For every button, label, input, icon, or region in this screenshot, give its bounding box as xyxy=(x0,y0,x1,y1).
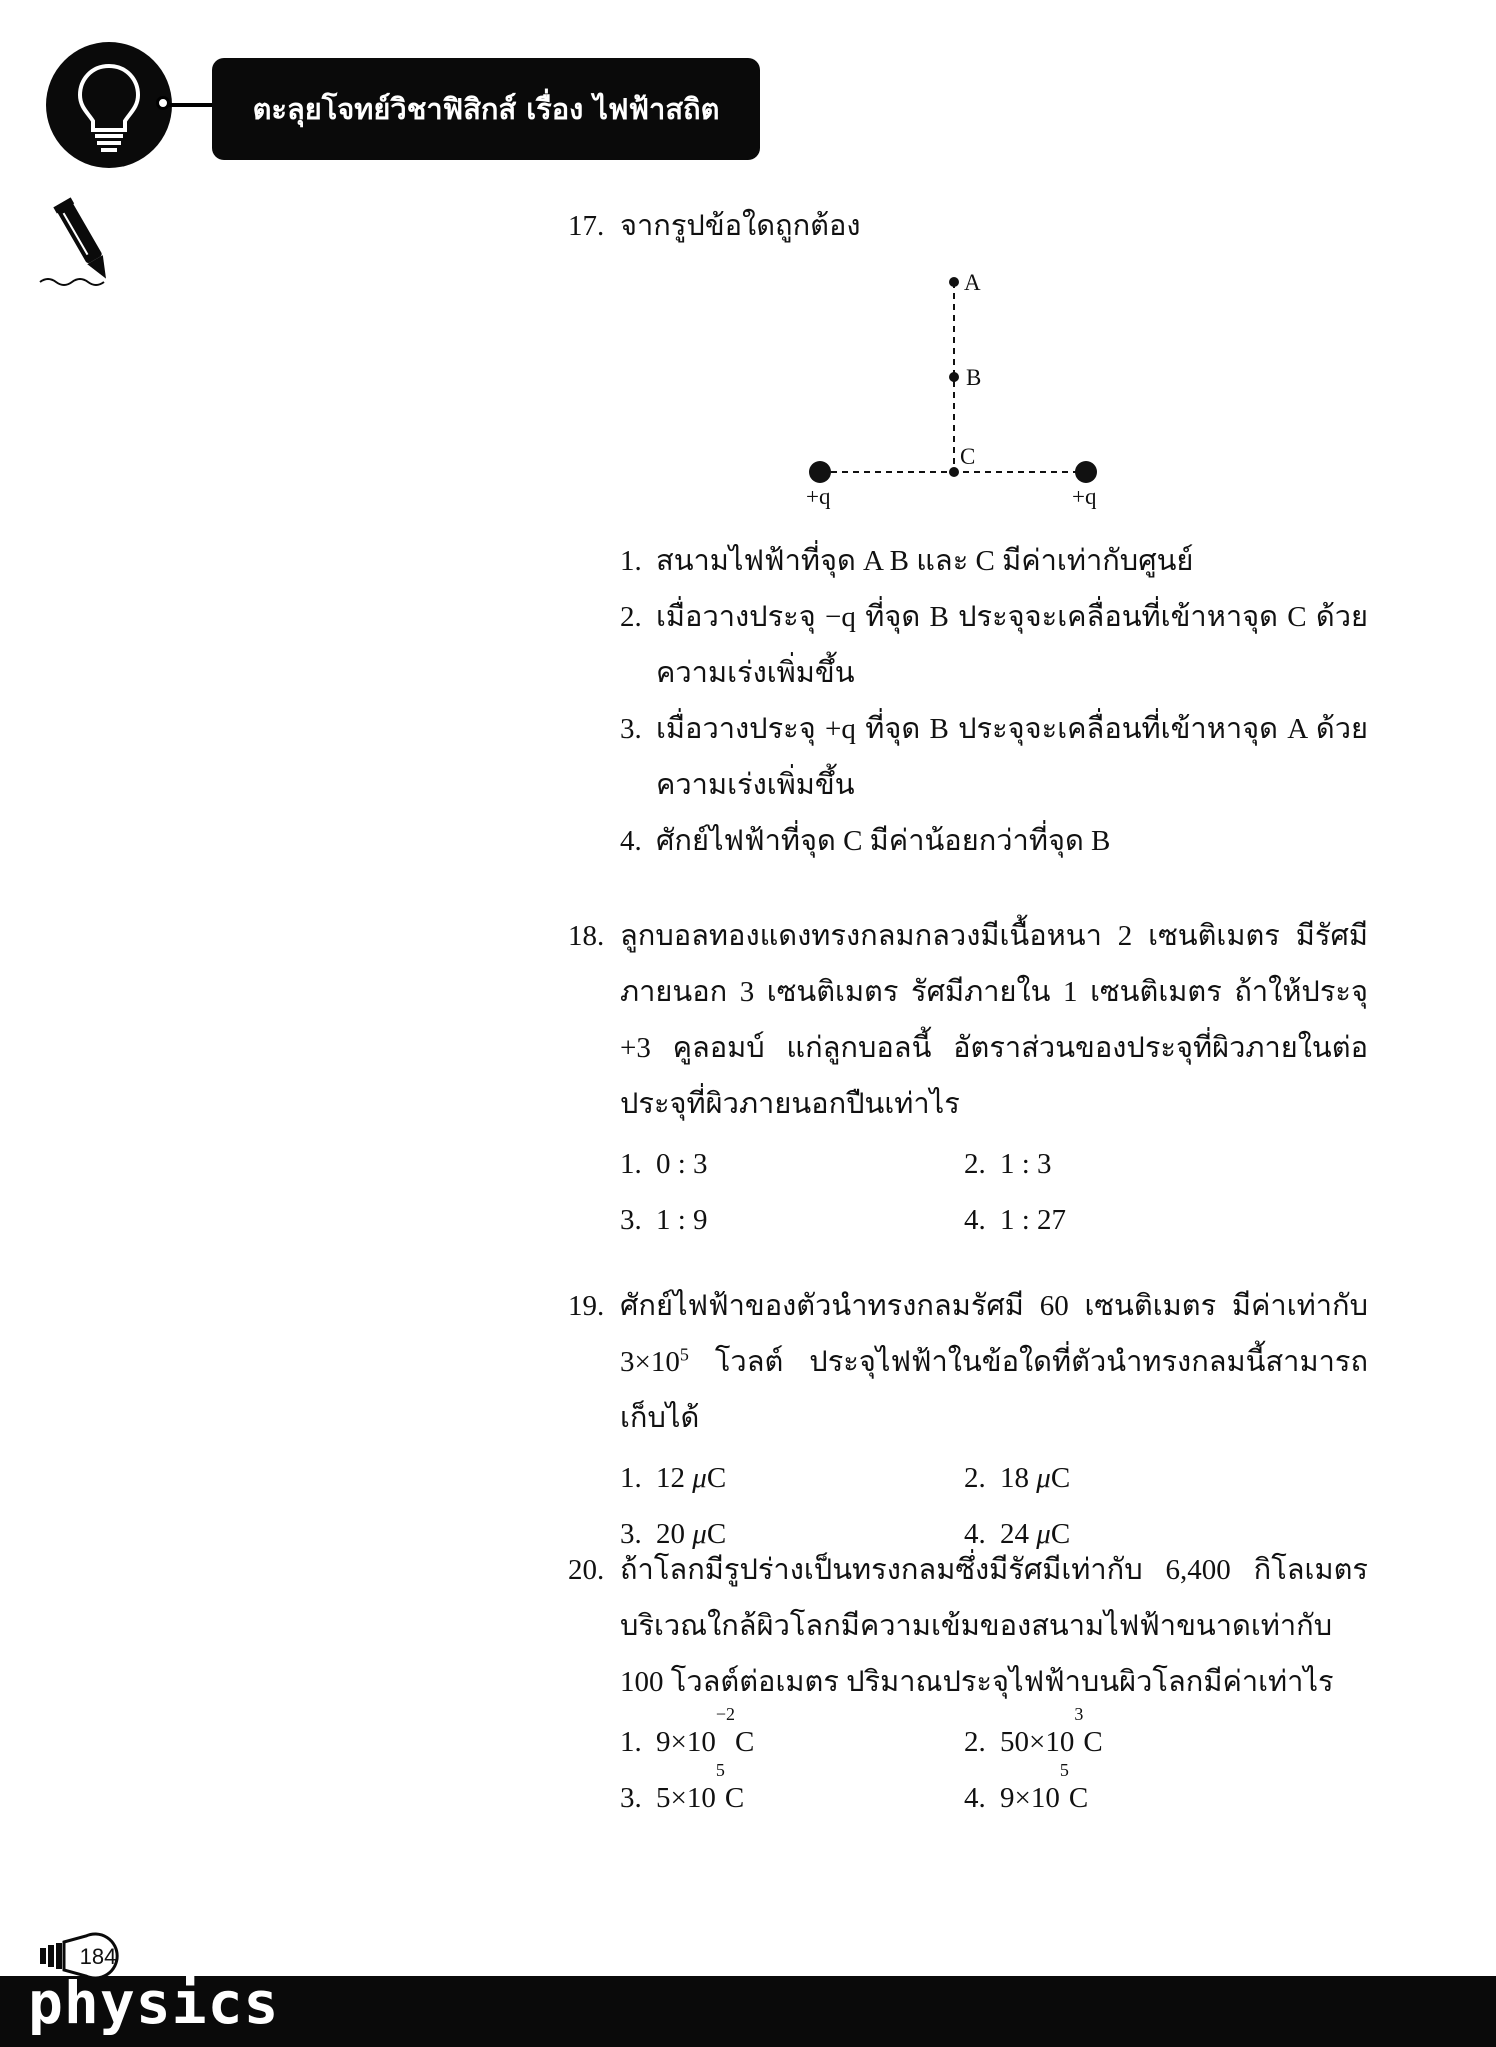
lightbulb-icon xyxy=(44,40,174,170)
point-a-label: A xyxy=(964,270,981,295)
charges-diagram xyxy=(790,262,1130,522)
option-1: 1. 9×10 −2 C xyxy=(620,1704,755,1758)
option-3: 3. 1 : 9 xyxy=(620,1204,708,1236)
footer-brand: physics xyxy=(28,1969,280,2037)
question-stem: ศักย์ไฟฟ้าของตัวนำทรงกลมรัศมี 60 เซนติเมตร มีค่าเท่ากับ $3\times 10^5$ โวลต์ ประจุไฟฟ้าในข้อใดที่ตัวนำทรงกลมนี้สามารถเก็บได้ xyxy=(620,1290,1368,1434)
question-number: 18. xyxy=(568,920,605,952)
page-number: 184 xyxy=(79,1944,117,1969)
option-3: 3. เมื่อวางประจุ +q ที่จุด B ประจุจะเคลื่อนที่เข้าหาจุด A ด้วยความเร่งเพิ่มขึ้น xyxy=(620,713,1368,801)
question-stem: ลูกบอลทองแดงทรงกลมกลวงมีเนื้อหนา 2 เซนติเมตร มีรัศมีภายนอก 3 เซนติเมตร รัศมีภายใน 1 เซนติเมตร ถ้าให้ประจุ +3 คูลอมบ์ แก่ลูกบอลนี้ อัตราส่วนของประจุที่ผิวภายในต่อประจุที่ผิวภายนอกปืนเท่าไร xyxy=(620,920,1368,1120)
chapter-title-banner xyxy=(212,58,760,160)
option-4: 4. ศักย์ไฟฟ้าที่จุด C มีค่าน้อยกว่าที่จุด B xyxy=(620,825,1111,857)
question-17-options xyxy=(620,533,1368,869)
question-19 xyxy=(568,1278,1368,1562)
question-17 xyxy=(568,198,1368,254)
option-4: 4. 24 μ C xyxy=(964,1518,1071,1550)
question-18 xyxy=(568,908,1368,1248)
charge-right-dot xyxy=(1075,461,1097,483)
question-number: 20. xyxy=(568,1554,605,1586)
question-number: 17. xyxy=(568,210,605,242)
point-b-dot xyxy=(949,372,959,382)
charge-left-dot xyxy=(809,461,831,483)
option-2: 2. 50×10 3 C xyxy=(964,1704,1103,1758)
option-3: 3. 5×10 5 C xyxy=(620,1760,745,1814)
question-stem: จากรูปข้อใดถูกต้อง xyxy=(620,210,861,242)
option-4: 4. 1 : 27 xyxy=(964,1204,1067,1236)
option-1: 1. สนามไฟฟ้าที่จุด A B และ C มีค่าเท่ากับศูนย์ xyxy=(620,545,1194,577)
option-1: 1. 0 : 3 xyxy=(620,1148,708,1180)
option-2: 2. 1 : 3 xyxy=(964,1148,1052,1180)
option-1: 1. 12 μ C xyxy=(620,1462,727,1494)
option-2: 2. เมื่อวางประจุ −q ที่จุด B ประจุจะเคลื่อนที่เข้าหาจุด C ด้วยความเร่งเพิ่มขึ้น xyxy=(620,601,1368,689)
options xyxy=(620,1136,1368,1248)
point-c-dot xyxy=(949,467,959,477)
charge-right-label: +q xyxy=(1072,484,1097,509)
question-20 xyxy=(568,1542,1368,1826)
question-stem: ถ้าโลกมีรูปร่างเป็นทรงกลมซึ่งมีรัศมีเท่ากับ 6,400 กิโลเมตร บริเวณใกล้ผิวโลกมีความเข้มของสนามไฟฟ้าขนาดเท่ากับ 100 โวลต์ต่อเมตร ปริมาณประจุไฟฟ้าบนผิวโลกมีค่าเท่าไร xyxy=(620,1554,1368,1698)
point-c-label: C xyxy=(960,444,976,469)
header-connector xyxy=(168,103,218,107)
point-a-dot xyxy=(949,277,959,287)
option-3: 3. 20 μ C xyxy=(620,1518,727,1550)
point-b-label: B xyxy=(966,365,982,390)
option-2: 2. 18 μ C xyxy=(964,1462,1071,1494)
option-4: 4. 9×10 5 C xyxy=(964,1760,1089,1814)
charge-left-label: +q xyxy=(806,484,831,509)
question-number: 19. xyxy=(568,1290,605,1322)
pen-icon xyxy=(38,194,128,294)
header-connector-dot xyxy=(156,96,170,110)
chapter-title: ตะลุยโจทย์วิชาฟิสิกส์ เรื่อง ไฟฟ้าสถิต xyxy=(252,92,720,126)
options xyxy=(620,1704,1368,1826)
